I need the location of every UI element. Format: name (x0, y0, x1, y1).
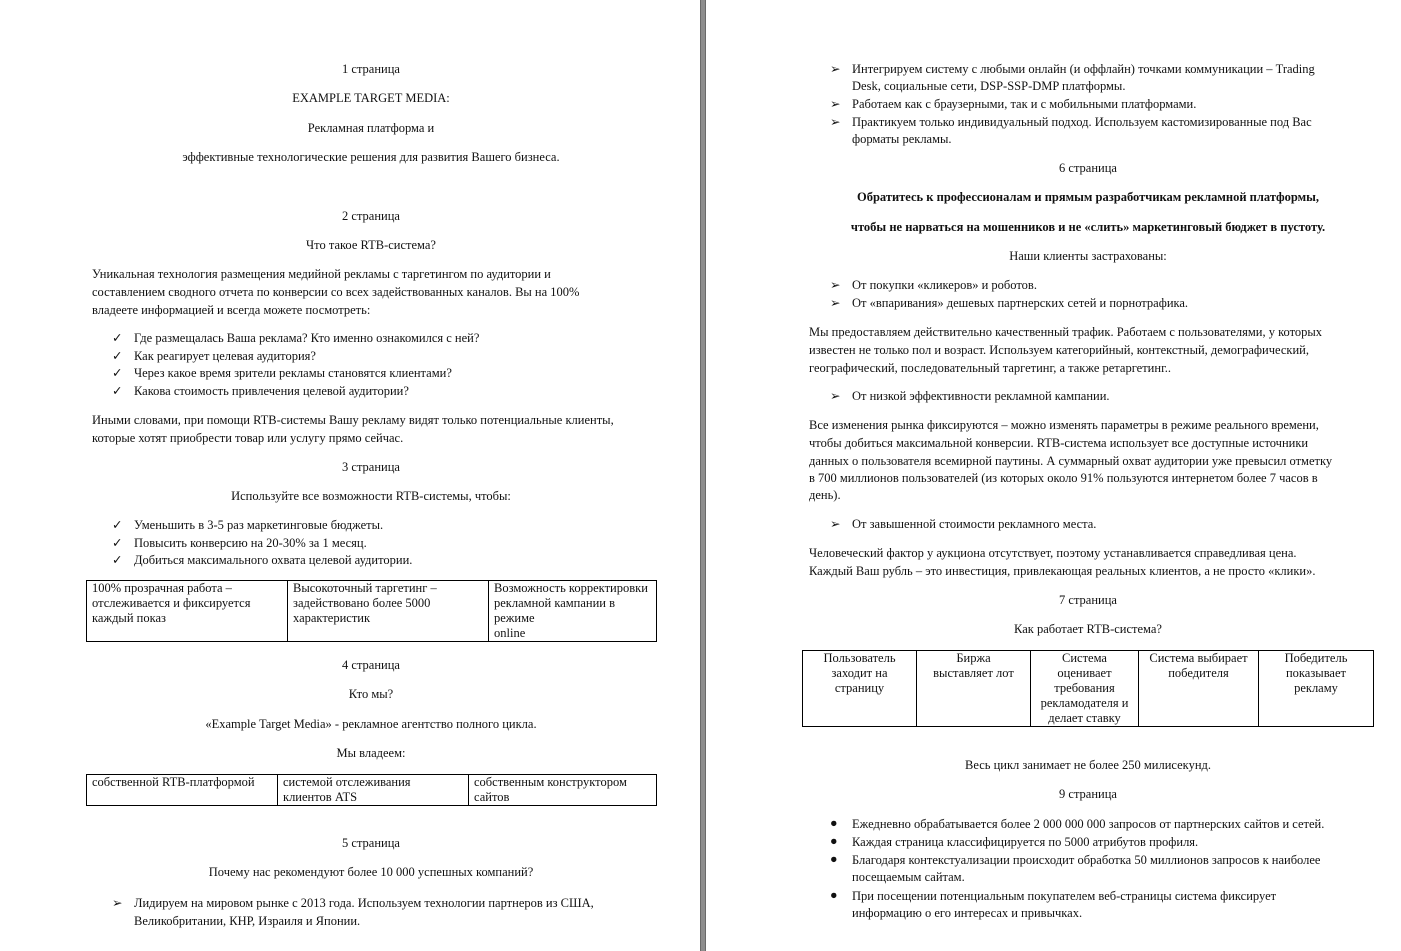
clients-insured: Наши клиенты застрахованы: (1009, 249, 1167, 263)
table-cell: Система выбирает победителя (1139, 651, 1259, 727)
arrow-bullet-icon: ➢ (830, 389, 841, 403)
page-6-heading-2: чтобы не нарваться на мошенников и не «слить» маркетинговый бюджет в пустоту. (850, 220, 1326, 234)
page-5-question: Почему нас рекомендуют более 10 000 успешных компаний? (208, 865, 534, 879)
paragraph-line: день). (809, 488, 841, 502)
paragraph-line: Мы предоставляем действительно качественный трафик. Работаем с пользователями, у которых (809, 325, 1323, 339)
table-cell: Возможность корректировки рекламной кампании в режиме online (489, 581, 657, 642)
table-row (87, 775, 657, 806)
page-9-label: 9 страница (1059, 787, 1117, 801)
bullet-dot-icon: ● (830, 888, 838, 902)
checkmark-icon: ✓ (112, 383, 123, 398)
paragraph-line: в 700 миллионов пользователей (из которых около 91% пользуются интернетом более 7 часов в (809, 471, 1318, 485)
cycle-duration: Весь цикл занимает не более 250 милисекунд. (965, 758, 1211, 772)
agency-description: «Example Target Media» - рекламное агентство полного цикла. (205, 717, 537, 731)
who-are-we: Кто мы? (348, 687, 394, 701)
page-3-intro: Используйте все возможности RTB-системы, чтобы: (231, 489, 511, 503)
subtitle-line-1: Рекламная платформа и (307, 121, 435, 135)
bullet-dot-icon: ● (830, 852, 838, 866)
checkmark-icon: ✓ (112, 348, 123, 363)
page-4-label: 4 страница (342, 658, 400, 672)
arrow-bullet-icon: ➢ (830, 517, 841, 531)
document-title: EXAMPLE TARGET MEDIA: (292, 91, 450, 105)
page-6-heading-1: Обратитесь к профессионалам и прямым разработчикам рекламной платформы, (856, 190, 1320, 204)
page-5-label: 5 страница (342, 836, 400, 850)
paragraph-line: чтобы добиться максимальной конверсии. RTB-система использует все доступные источники (809, 436, 1309, 450)
checkmark-icon: ✓ (112, 518, 123, 532)
page-6-label: 6 страница (1059, 161, 1117, 175)
table-cell: Система оценивает требования рекламодателя и делает ставку (1031, 651, 1139, 727)
paragraph-line: Иными словами, при помощи RTB-системы Вашу рекламу видят только потенциальные клиенты, (92, 413, 614, 427)
arrow-bullet-icon: ➢ (830, 296, 841, 310)
table-cell: Победитель показывает рекламу (1259, 651, 1374, 727)
table-cell: Пользователь заходит на страницу (803, 651, 917, 727)
paragraph-line: Уникальная технология размещения медийной рекламы с таргетингом по аудитории и (92, 267, 551, 281)
paragraph-line: которые хотят приобрести товар или услугу прямо сейчас. (92, 431, 404, 445)
table-row (87, 581, 657, 642)
arrow-bullet-icon: ➢ (830, 115, 841, 129)
page-1-label: 1 страница (342, 62, 400, 76)
assets-table (86, 774, 657, 806)
table-cell: собственной RTB-платформой (87, 775, 278, 806)
document-page-right: ➢ Интегрируем систему с любыми онлайн (и оффлайн) точками коммуникации – Trading Desk, социальные сети, DSP-SSP-DMP платформы. ➢ Работаем как с браузерными, так и с мобильными платформами. ➢ Практикуем только индивидуальный подход. Используем кастомизированные под Вас форматы рекламы. 6 страница Обратитесь к профессионалам и прямым разработчикам рекламной платформы, чтобы не нарваться на мошенников и не «слить» маркетинговый бюджет в пустоту. Наши клиенты застрахованы: ➢ От покупки «кликеров» и роботов. ➢ От «впаривания» дешевых партнерских сетей и порнотрафика. Мы предоставляем действительно качественный трафик. Работаем с пользователями, у которых известен не только пол и возраст. Используем категорийный, контекстный, демографический, географический, последовательный таргетинг, а также ретаргетинг.. ➢ От низкой эффективности рекламной кампании. Все изменения рынка фиксируются – можно изменять параметры в режиме реального времени, чтобы добиться максимальной конверсии. RTB-система использует все доступные источники данных о пользователя всемирной паутины. А суммарный охват аудитории уже превысил отметку в 700 миллионов пользователей (из которых около 91% пользуются интернетом более 7 часов в день). ➢ От завышенной стоимости рекламного места. Человеческий фактор у аукциона отсутствует, поэтому устанавливается справедливая цена. Каждый Ваш рубль – это инвестиция, привлекающая реальных клиентов, а не просто «клики». 7 страница Как работает RTB-система? Пользователь заходит на страницу Биржа выставляет лот Система оценивает требования рекламодателя и делает ставку Система выбирает победителя Победитель показывает рекламу Весь цикл занимает не более 250 милисекунд. 9 страница ● Ежедневно обрабатывается более 2 000 000 000 запросов от партнерских сайтов и сетей. ● Каждая страница классифицируется по 5000 атрибутов профиля. ● Благодаря контекстуализации происходит обработка 50 миллионов запросов к наиболее посещаемым сайтам. ● При посещении потенциальным покупателем веб-страницы система фиксирует информацию о его интересах и привычках. (706, 0, 1401, 951)
rtb-process-table (802, 650, 1374, 727)
benefits-table (86, 580, 657, 642)
paragraph-line: Все изменения рынка фиксируются – можно изменять параметры в режиме реального времени, (809, 418, 1319, 432)
paragraph-line: географический, последовательный таргетинг, а также ретаргетинг.. (809, 361, 1172, 375)
bullet-dot-icon: ● (830, 834, 838, 848)
paragraph-line: известен не только пол и возраст. Используем категорийный, контекстный, демографический, (809, 343, 1309, 357)
table-cell: собственным конструктором сайтов (469, 775, 657, 806)
paragraph-line: Человеческий фактор у аукциона отсутствует, поэтому устанавливается справедливая цена. (809, 546, 1297, 560)
paragraph-line: Каждый Ваш рубль – это инвестиция, привлекающая реальных клиентов, а не просто «клики». (809, 564, 1316, 578)
checkmark-icon: ✓ (112, 535, 123, 550)
table-cell: системой отслеживания клиентов ATS (278, 775, 469, 806)
arrow-bullet-icon: ➢ (830, 97, 841, 111)
how-rtb-works: Как работает RTB-система? (1014, 622, 1162, 636)
paragraph-line: владеете информацией и всегда можете посмотреть: (92, 303, 371, 317)
document-page-left: 1 страница EXAMPLE TARGET MEDIA: Рекламная платформа и эффективные технологические решения для развития Вашего бизнеса. 2 страница Что такое RTB-система? Уникальная технология размещения медийной рекламы с таргетингом по аудитории и составлением сводного отчета по конверсии со всех задействованных каналов. Вы на 100% владеете информацией и всегда можете посмотреть: ✓ Где размещалась Ваша реклама? Кто именно ознакомился с ней? ✓ Как реагирует целевая аудитория? ✓ Через какое время зрители рекламы становятся клиентами? ✓ Какова стоимость привлечения целевой аудитории? Иными словами, при помощи RTB-системы Вашу рекламу видят только потенциальные клиенты, которые хотят приобрести товар или услугу прямо сейчас. 3 страница Используйте все возможности RTB-системы, чтобы: ✓ Уменьшить в 3-5 раз маркетинговые бюджеты. ✓ Повысить конверсию на 20-30% за 1 месяц. ✓ Добиться максимального охвата целевой аудитории. 100% прозрачная работа – отслеживается и фиксируется каждый показ Высокоточный таргетинг – задействовано более 5000 характеристик Возможность корректировки рекламной кампании в режиме online 4 страница Кто мы? «Example Target Media» - рекламное агентство полного цикла. Мы владеем: собственной RTB-платформой системой отслеживания клиентов ATS собственным конструктором сайтов 5 страница Почему нас рекомендуют более 10 000 успешных компаний? ➢ Лидируем на мировом рынке с 2013 года. Используем технологии партнеров из США, Великобритании, КНР, Израиля и Японии. (0, 0, 700, 951)
checkmark-icon: ✓ (112, 366, 123, 380)
table-row (803, 651, 1374, 727)
we-own: Мы владеем: (336, 746, 406, 760)
page-3-label: 3 страница (342, 460, 400, 474)
page-7-label: 7 страница (1059, 593, 1117, 607)
arrow-bullet-icon: ➢ (112, 896, 123, 910)
page-2-label: 2 страница (342, 209, 400, 223)
checkmark-icon: ✓ (112, 331, 123, 345)
table-cell: Биржа выставляет лот (917, 651, 1031, 727)
bullet-dot-icon: ● (830, 816, 838, 830)
table-cell: 100% прозрачная работа – отслеживается и фиксируется каждый показ (87, 581, 288, 642)
arrow-bullet-icon: ➢ (830, 62, 841, 76)
checkmark-icon: ✓ (112, 553, 123, 567)
paragraph-line: данных о пользователя всемирной паутины. А суммарный охват аудитории уже превысил отметку (809, 454, 1333, 468)
paragraph-line: составлением сводного отчета по конверсии со всех задействованных каналов. Вы на 100% (92, 285, 580, 299)
table-cell: Высокоточный таргетинг – задействовано более 5000 характеристик (288, 581, 489, 642)
rtb-question: Что такое RTB-система? (306, 238, 436, 252)
subtitle-line-2: эффективные технологические решения для развития Вашего бизнеса. (182, 150, 560, 164)
arrow-bullet-icon: ➢ (830, 278, 841, 292)
